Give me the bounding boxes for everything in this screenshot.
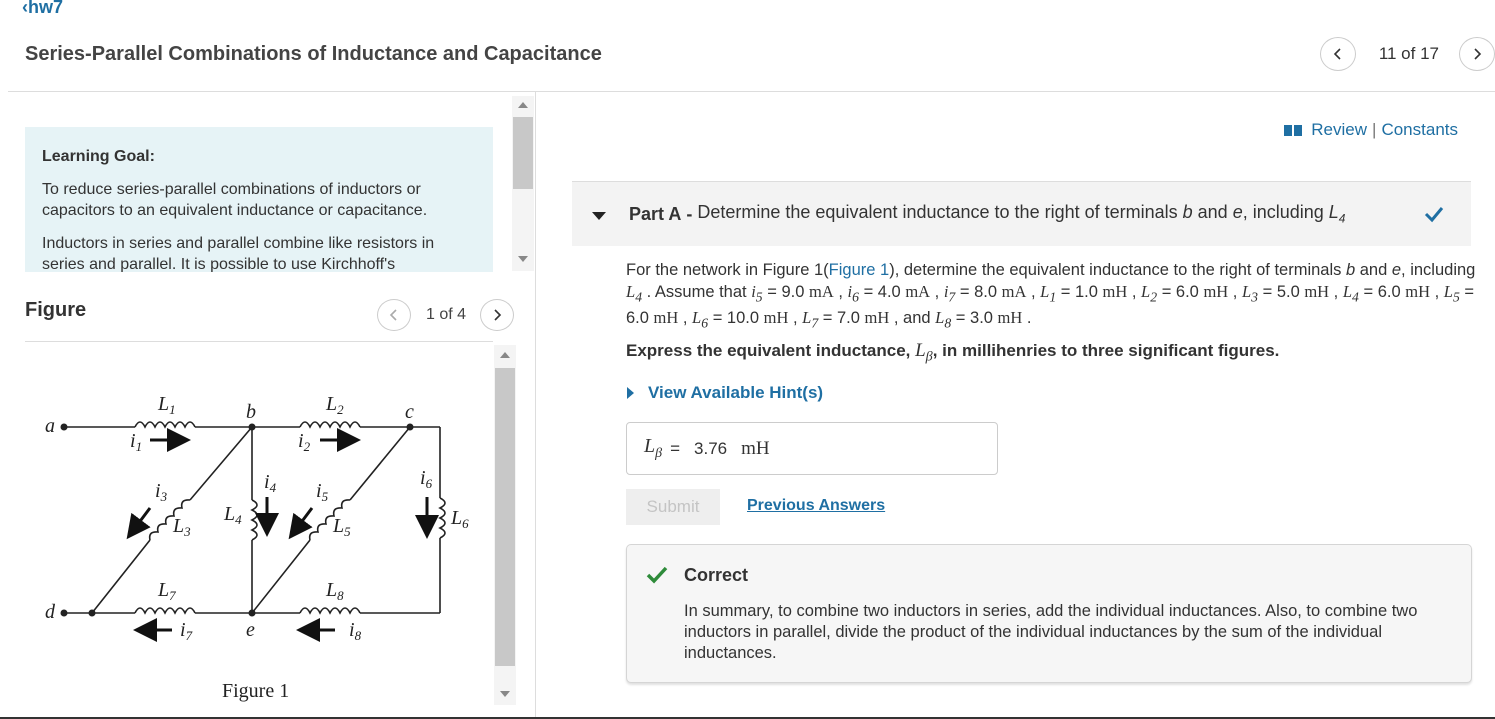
submit-button[interactable]: Submit: [626, 489, 720, 525]
inductor-coil: [252, 500, 257, 540]
part-a-prompt: Determine the equivalent inductance to the right of terminals b and e, including $L_4$: [697, 202, 1346, 226]
chevron-right-icon: [490, 308, 504, 322]
label-L2: $L_2$: [326, 393, 344, 417]
scroll-thumb[interactable]: [495, 368, 515, 666]
back-link[interactable]: ‹hw7: [22, 0, 64, 17]
part-a-header[interactable]: Part A - Determine the equivalent inductance to the right of terminals b and e, including $L_4$: [572, 181, 1471, 246]
inductor-coil: [440, 498, 445, 538]
wire: [350, 427, 410, 500]
link-separator: |: [1372, 120, 1377, 139]
label-L7: $L_7$: [158, 579, 176, 603]
wire: [252, 540, 310, 613]
next-item-button[interactable]: [1459, 37, 1495, 71]
label-L1: $L_1$: [158, 393, 176, 417]
caret-down-icon[interactable]: [592, 212, 606, 220]
figure-scrollbar[interactable]: [494, 345, 516, 705]
node-b: [249, 424, 256, 431]
wire: [190, 427, 252, 500]
node-e: [249, 610, 256, 617]
label-node-b: b: [246, 401, 256, 423]
check-icon: [1424, 204, 1444, 224]
part-a-label: Part A: [629, 203, 682, 224]
figure-pager: [377, 299, 514, 331]
inductor-coil: [300, 422, 360, 427]
answer-instruction: Express the equivalent inductance, $L_\beta$, in millihenries to three significant figures.: [626, 340, 1280, 365]
label-L3: $L_3$: [173, 515, 191, 539]
label-L4: $L_4$: [224, 503, 242, 527]
figure-heading: Figure: [25, 299, 87, 321]
inductor-coil: [135, 422, 195, 427]
node-d-terminal: [61, 610, 68, 617]
header-divider: [8, 91, 1495, 92]
label-node-c: c: [405, 401, 414, 423]
label-node-a: a: [45, 415, 55, 437]
previous-answers-link[interactable]: Previous Answers: [747, 497, 886, 514]
constants-link[interactable]: Constants: [1381, 120, 1458, 139]
item-pager: [1320, 37, 1495, 71]
inductor-coil: [300, 608, 360, 613]
node-c: [407, 424, 414, 431]
label-L6: $L_6$: [451, 507, 469, 531]
figure-divider: [25, 341, 493, 342]
figure-caption: Figure 1: [222, 680, 290, 702]
current-arrow-i3: [132, 508, 150, 532]
label-node-d: d: [45, 601, 55, 623]
learning-goal-panel: [25, 127, 493, 272]
scroll-thumb[interactable]: [513, 117, 533, 189]
label-L8: $L_8$: [326, 579, 344, 603]
chevron-left-icon: [387, 308, 401, 322]
label-i8: $i_8$: [349, 619, 362, 643]
view-hints-toggle[interactable]: View Available Hint(s): [627, 383, 823, 403]
learning-goal-text: To reduce series-parallel combinations of inductors or capacitors to an equivalent inductance or capacitance.: [42, 181, 428, 219]
label-i3: $i_3$: [155, 480, 168, 504]
wire: [92, 540, 150, 613]
column-divider: [535, 92, 536, 719]
page-title: Series-Parallel Combinations of Inductance and Capacitance: [25, 43, 602, 65]
figure-1-link[interactable]: Figure 1: [828, 261, 890, 279]
label-i6: $i_6$: [420, 467, 433, 491]
feedback-title: Correct: [684, 565, 749, 585]
node-a: [61, 424, 68, 431]
label-i7: $i_7$: [180, 619, 193, 643]
feedback-panel: [626, 544, 1472, 683]
problem-statement: For the network in Figure 1(Figure 1), determine the equivalent inductance to the right of terminals b and e, including $L_4$ . Assume that $i_5 = 9.0$ mA , $i_6 = 4.0$ mA , $i_7 = 8.0$ mA , $L_1 = 1.0$ mH , $L_2 = 6.0$ mH , $L_3 = 5.0$ mH , $L_4 = 6.0$ mH , $L_5 = 6.0$ mH , $L_6 = 10.0$ mH , $L_7 = 7.0$ mH , and $L_8 = 3.0$ mH .: [626, 261, 1476, 331]
current-arrow-i5: [294, 508, 312, 532]
answer-value[interactable]: 3.76: [694, 438, 728, 458]
chevron-left-icon: [1331, 47, 1345, 61]
label-i1: $i_1$: [130, 430, 143, 454]
label-i5: $i_5$: [316, 480, 329, 504]
check-icon: [646, 565, 668, 585]
learning-goal-text: Inductors in series and parallel combine like resistors in series and parallel. It is possible to use Kirchhoff's: [42, 235, 435, 272]
item-count: 11 of 17: [1378, 44, 1439, 63]
circuit-diagram: [25, 385, 493, 675]
label-i2: $i_2$: [298, 430, 311, 454]
caret-right-icon: [627, 387, 634, 399]
learning-goal-scrollbar[interactable]: [512, 96, 534, 271]
feedback-text: In summary, to combine two inductors in series, add the individual inductances. Also, to combine two inductors in parallel, divide the product of the individual inductances by the sum of the individual inductances.: [684, 602, 1418, 662]
inductor-coil: [135, 608, 195, 613]
scroll-up-arrow-icon[interactable]: [500, 352, 510, 358]
answer-field[interactable]: $L_\beta$ = 3.76 mH: [626, 422, 998, 475]
previous-item-button[interactable]: [1320, 37, 1356, 71]
review-constants-links: [1283, 120, 1458, 140]
review-link[interactable]: Review: [1311, 120, 1368, 139]
learning-goal-title: Learning Goal:: [42, 148, 155, 165]
scroll-down-arrow-icon[interactable]: [518, 256, 528, 262]
answer-unit: mH: [741, 437, 770, 459]
book-icon: [1283, 124, 1303, 137]
label-node-e: e: [246, 619, 255, 641]
previous-figure-button[interactable]: [377, 299, 411, 331]
next-figure-button[interactable]: [480, 299, 514, 331]
figure-count: 1 of 4: [426, 306, 467, 323]
node-d: [89, 610, 96, 617]
chevron-right-icon: [1470, 47, 1484, 61]
label-i4: $i_4$: [264, 471, 277, 495]
label-L5: $L_5$: [333, 515, 351, 539]
scroll-up-arrow-icon[interactable]: [518, 102, 528, 108]
answer-variable: $L_\beta$: [644, 435, 663, 461]
scroll-down-arrow-icon[interactable]: [500, 691, 510, 697]
